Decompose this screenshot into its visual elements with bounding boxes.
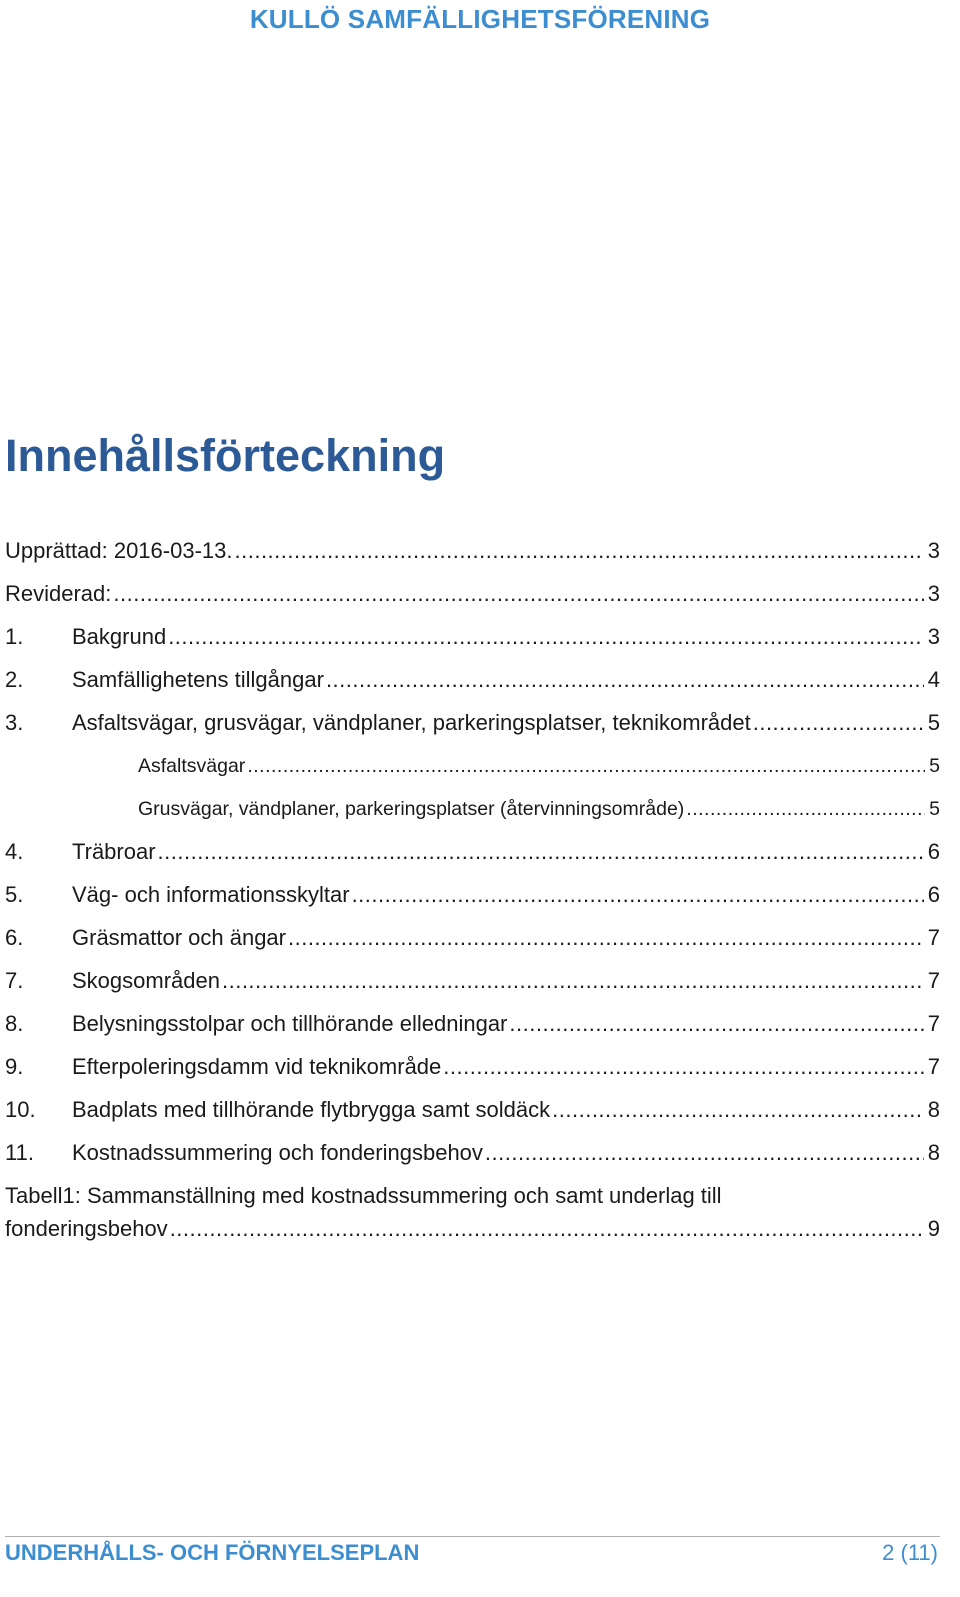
toc-entry-page: 6 — [927, 882, 940, 907]
toc-leader — [443, 1052, 923, 1082]
toc-entry-page: 7 — [927, 925, 940, 950]
toc-entry-page: 7 — [927, 1054, 940, 1079]
toc-leader — [222, 966, 924, 996]
toc-entry-label: Efterpoleringsdamm vid teknikområde — [72, 1054, 442, 1079]
toc-entry-trabroar[interactable] — [5, 837, 940, 880]
toc-entry-page: 5 — [929, 798, 940, 820]
toc-entry-bakgrund[interactable] — [5, 622, 940, 665]
toc-entry-number: 11. — [5, 1140, 34, 1165]
toc-entry-page: 7 — [927, 1011, 940, 1036]
toc-entry-label-line1: Tabell1: Sammanställning med kostnadssummering och samt underlag till — [5, 1183, 722, 1208]
footer-divider — [5, 1536, 940, 1537]
toc-entry-asfaltsvagar-section[interactable] — [5, 708, 940, 751]
toc-entry-label: Asfaltsvägar, grusvägar, vändplaner, parkeringsplatser, teknikområdet — [72, 710, 751, 735]
footer-document-title: UNDERHÅLLS- OCH FÖRNYELSEPLAN — [5, 1540, 420, 1565]
toc-leader — [170, 1214, 924, 1244]
toc-entry-reviderad[interactable] — [5, 579, 940, 622]
toc-entry-label-line2: fonderingsbehov — [5, 1216, 168, 1241]
toc-entry-page: 8 — [927, 1140, 940, 1165]
toc-entry-tabell1[interactable] — [5, 1181, 940, 1247]
toc-leader — [352, 880, 924, 910]
toc-leader — [485, 1138, 924, 1168]
toc-entry-page: 3 — [927, 581, 940, 606]
toc-entry-label: Badplats med tillhörande flytbrygga samt soldäck — [72, 1097, 551, 1122]
toc-entry-tillgangar[interactable] — [5, 665, 940, 708]
toc-entry-label: Väg- och informationsskyltar — [72, 882, 350, 907]
toc-entry-page: 6 — [927, 839, 940, 864]
toc-leader — [168, 622, 924, 652]
toc-entry-skogsomraden[interactable] — [5, 966, 940, 1009]
toc-entry-number: 7. — [5, 968, 24, 993]
toc-entry-grasmattor[interactable] — [5, 923, 940, 966]
toc-entry-page: 5 — [929, 755, 940, 777]
toc-entry-page: 9 — [927, 1216, 940, 1241]
toc-entry-skyltar[interactable] — [5, 880, 940, 923]
toc-entry-number: 1. — [5, 624, 24, 649]
toc-entry-number: 9. — [5, 1054, 24, 1079]
toc-entry-page: 8 — [927, 1097, 940, 1122]
toc-leader — [158, 837, 924, 867]
toc-entry-page: 4 — [927, 667, 940, 692]
toc-subentry-grusvagar[interactable] — [5, 794, 940, 837]
toc-entry-efterpoleringsdamm[interactable] — [5, 1052, 940, 1095]
toc-entry-label: Upprättad: 2016-03-13. — [5, 538, 233, 563]
toc-entry-label: Belysningsstolpar och tillhörande elledningar — [72, 1011, 508, 1036]
table-of-contents — [5, 536, 940, 1247]
toc-entry-kostnadssummering[interactable] — [5, 1138, 940, 1181]
toc-entry-line2 — [5, 1214, 940, 1244]
toc-entry-label: Samfällighetens tillgångar — [72, 667, 324, 692]
toc-entry-label: Gräsmattor och ängar — [72, 925, 286, 950]
footer-page-number: 2 (11) — [882, 1540, 938, 1565]
toc-entry-number: 10. — [5, 1097, 36, 1122]
toc-entry-label: Kostnadssummering och fonderingsbehov — [72, 1140, 483, 1165]
toc-entry-page: 3 — [927, 624, 940, 649]
toc-entry-page: 3 — [927, 538, 940, 563]
toc-title: Innehållsförteckning — [5, 430, 446, 481]
toc-leader — [288, 923, 924, 953]
toc-leader — [753, 708, 924, 738]
toc-entry-number: 2. — [5, 667, 24, 692]
toc-leader — [113, 579, 923, 609]
toc-entry-upprattad[interactable] — [5, 536, 940, 579]
toc-leader — [247, 751, 925, 781]
toc-entry-label: Grusvägar, vändplaner, parkeringsplatser (återvinningsområde) — [138, 798, 685, 820]
toc-entry-label: Träbroar — [72, 839, 156, 864]
toc-leader — [326, 665, 924, 695]
toc-leader — [686, 794, 925, 824]
toc-entry-number: 5. — [5, 882, 24, 907]
toc-entry-label: Bakgrund — [72, 624, 167, 649]
toc-leader — [509, 1009, 923, 1039]
toc-entry-number: 6. — [5, 925, 24, 950]
toc-entry-badplats[interactable] — [5, 1095, 940, 1138]
toc-leader — [552, 1095, 924, 1125]
toc-entry-label: Reviderad: — [5, 581, 112, 606]
toc-entry-belysningsstolpar[interactable] — [5, 1009, 940, 1052]
toc-entry-number: 4. — [5, 839, 24, 864]
toc-leader — [235, 536, 924, 566]
toc-entry-page: 7 — [927, 968, 940, 993]
toc-entry-number: 3. — [5, 710, 24, 735]
toc-entry-page: 5 — [927, 710, 940, 735]
toc-entry-label: Asfaltsvägar — [138, 755, 246, 777]
toc-entry-label: Skogsområden — [72, 968, 220, 993]
toc-subentry-asfaltsvagar[interactable] — [5, 751, 940, 794]
toc-entry-number: 8. — [5, 1011, 24, 1036]
document-header: KULLÖ SAMFÄLLIGHETSFÖRENING — [249, 4, 711, 34]
